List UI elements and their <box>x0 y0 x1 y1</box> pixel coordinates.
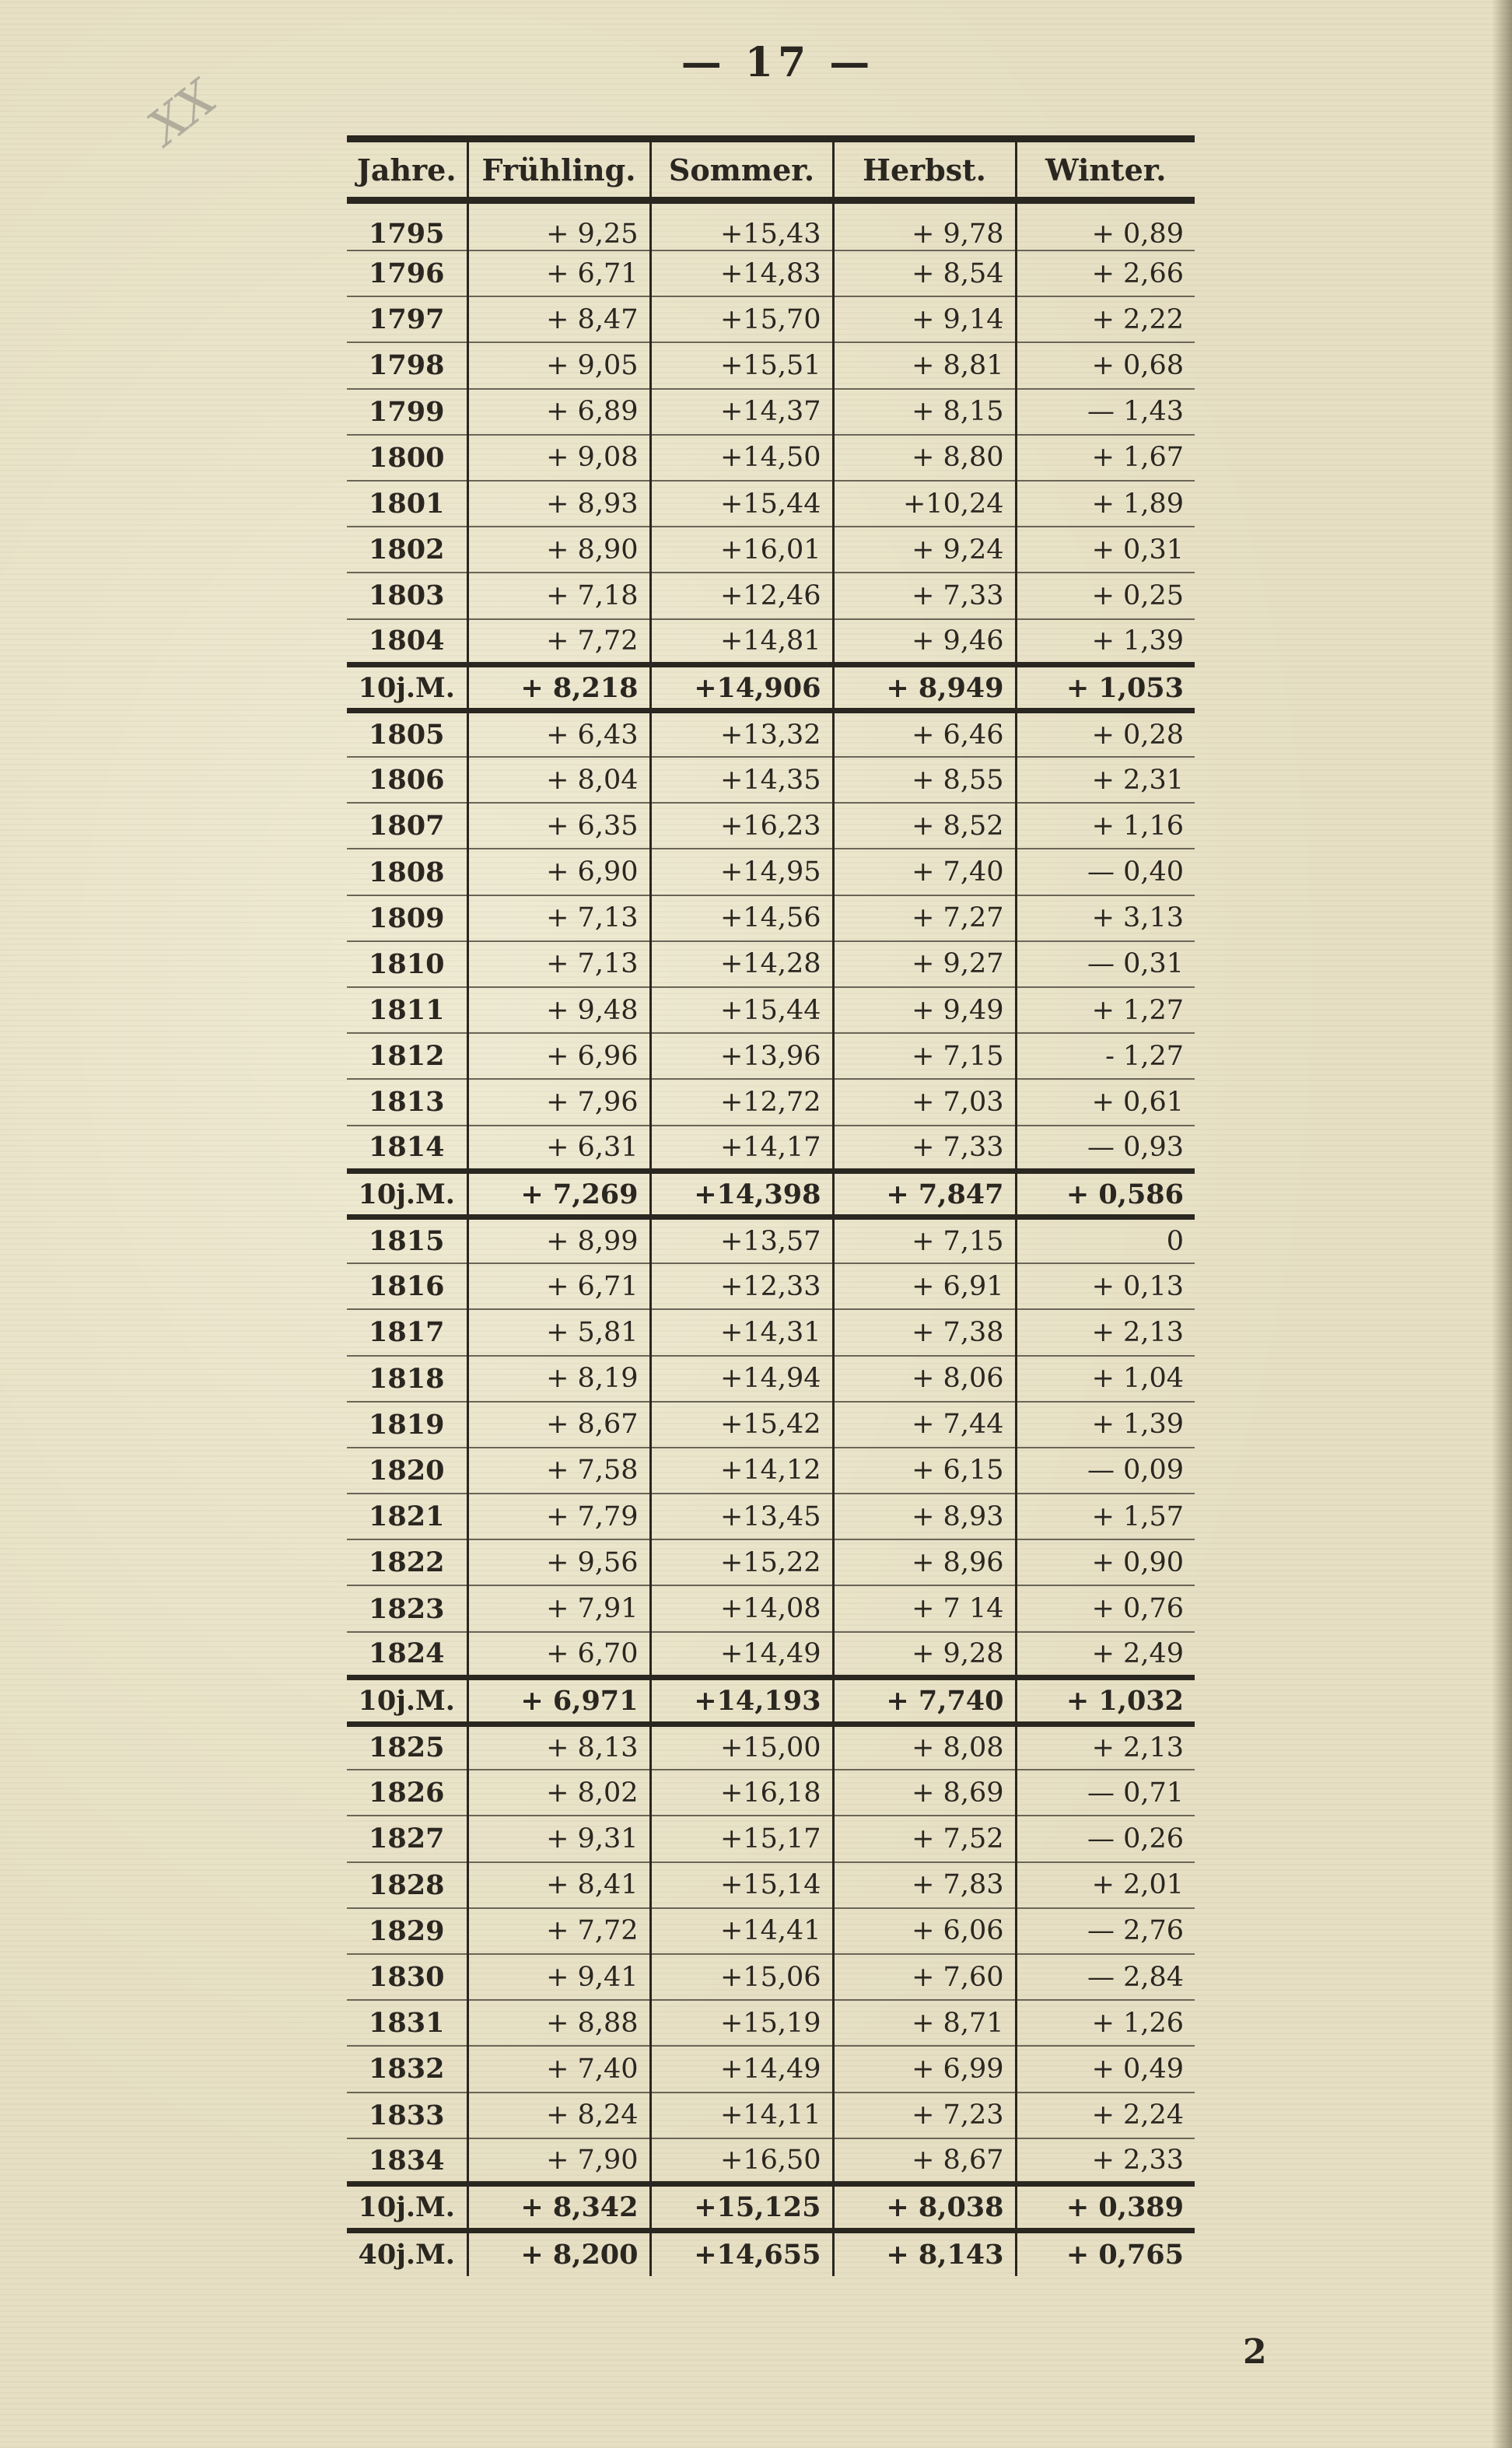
cell-year: 1798 <box>347 342 467 388</box>
cell-winter: + 0,61 <box>1016 1079 1195 1125</box>
cell-spring: + 6,70 <box>467 1632 650 1678</box>
cell-winter: + 1,04 <box>1016 1356 1195 1402</box>
cell-winter: — 2,84 <box>1016 1954 1195 2000</box>
cell-autumn: + 6,15 <box>833 1448 1016 1494</box>
total-mean-row <box>347 2230 1195 2276</box>
cell-year: 1800 <box>347 435 467 481</box>
cell-year: 1833 <box>347 2093 467 2138</box>
cell-year: 1803 <box>347 573 467 618</box>
cell-spring: + 9,41 <box>467 1954 650 2000</box>
cell-summer: +14,906 <box>650 665 833 711</box>
cell-spring: + 6,31 <box>467 1126 650 1171</box>
cell-spring: + 8,88 <box>467 2000 650 2046</box>
cell-year: 1812 <box>347 1033 467 1079</box>
cell-autumn: + 8,15 <box>833 389 1016 435</box>
cell-summer: +15,43 <box>650 201 833 251</box>
cell-year: 1799 <box>347 389 467 435</box>
cell-winter: + 0,90 <box>1016 1539 1195 1585</box>
cell-year: 10j.M. <box>347 1678 467 1724</box>
cell-autumn: + 8,08 <box>833 1724 1016 1770</box>
cell-summer: +14,398 <box>650 1171 833 1217</box>
cell-winter: + 0,25 <box>1016 573 1195 618</box>
table-row <box>347 2138 1195 2184</box>
cell-winter: + 1,39 <box>1016 619 1195 665</box>
cell-spring: + 8,24 <box>467 2093 650 2138</box>
cell-autumn: + 7,23 <box>833 2093 1016 2138</box>
cell-spring: + 6,971 <box>467 1678 650 1724</box>
header-winter: Winter. <box>1016 139 1195 201</box>
cell-summer: +15,00 <box>650 1724 833 1770</box>
cell-autumn: + 7,27 <box>833 895 1016 941</box>
cell-winter: + 0,49 <box>1016 2046 1195 2092</box>
cell-winter: + 2,13 <box>1016 1309 1195 1355</box>
table-row <box>347 1632 1195 1678</box>
cell-spring: + 7,91 <box>467 1585 650 1631</box>
cell-autumn: + 7,38 <box>833 1309 1016 1355</box>
table-row <box>347 1448 1195 1494</box>
cell-summer: +15,17 <box>650 1816 833 1861</box>
decade-mean-row <box>347 1171 1195 1217</box>
page-number: — 17 — <box>681 39 875 86</box>
cell-summer: +14,50 <box>650 435 833 481</box>
table-row <box>347 527 1195 573</box>
cell-spring: + 6,71 <box>467 1263 650 1309</box>
cell-autumn: + 8,69 <box>833 1770 1016 1816</box>
cell-summer: +12,46 <box>650 573 833 618</box>
decade-mean-row <box>347 1678 1195 1724</box>
page-edge-shadow <box>1492 0 1512 2448</box>
cell-summer: +14,49 <box>650 2046 833 2092</box>
cell-year: 1824 <box>347 1632 467 1678</box>
cell-autumn: + 7,44 <box>833 1402 1016 1448</box>
cell-spring: + 8,342 <box>467 2184 650 2230</box>
cell-summer: +14,193 <box>650 1678 833 1724</box>
cell-autumn: + 9,24 <box>833 527 1016 573</box>
cell-spring: + 5,81 <box>467 1309 650 1355</box>
cell-winter: + 0,76 <box>1016 1585 1195 1631</box>
table-row <box>347 1356 1195 1402</box>
cell-winter: — 2,76 <box>1016 1908 1195 1954</box>
cell-spring: + 7,13 <box>467 895 650 941</box>
cell-year: 1820 <box>347 1448 467 1494</box>
header-years: Jahre. <box>356 152 457 187</box>
cell-year: 1805 <box>347 711 467 757</box>
cell-spring: + 7,18 <box>467 573 650 618</box>
cell-summer: +15,06 <box>650 1954 833 2000</box>
cell-summer: +15,51 <box>650 342 833 388</box>
table-header-row <box>347 139 1195 201</box>
cell-summer: +14,41 <box>650 1908 833 1954</box>
cell-year: 1826 <box>347 1770 467 1816</box>
cell-summer: +14,08 <box>650 1585 833 1631</box>
cell-spring: + 6,71 <box>467 250 650 296</box>
cell-autumn: + 9,28 <box>833 1632 1016 1678</box>
cell-year: 1806 <box>347 757 467 803</box>
table-row <box>347 573 1195 618</box>
table-row <box>347 1816 1195 1861</box>
table-row <box>347 2046 1195 2092</box>
cell-autumn: + 9,49 <box>833 987 1016 1033</box>
table-row <box>347 481 1195 527</box>
cell-summer: +14,31 <box>650 1309 833 1355</box>
cell-winter: + 2,66 <box>1016 250 1195 296</box>
cell-summer: +16,01 <box>650 527 833 573</box>
table-body <box>347 201 1195 2277</box>
cell-spring: + 8,41 <box>467 1862 650 1908</box>
cell-winter: — 0,93 <box>1016 1126 1195 1171</box>
cell-summer: +14,37 <box>650 389 833 435</box>
pencil-annotation: XX <box>137 68 227 156</box>
cell-year: 1796 <box>347 250 467 296</box>
cell-year: 1834 <box>347 2138 467 2184</box>
cell-autumn: + 7,40 <box>833 849 1016 895</box>
cell-summer: +14,655 <box>650 2230 833 2276</box>
cell-year: 10j.M. <box>347 1171 467 1217</box>
cell-summer: +14,11 <box>650 2093 833 2138</box>
cell-summer: +15,19 <box>650 2000 833 2046</box>
cell-spring: + 8,218 <box>467 665 650 711</box>
cell-spring: + 8,67 <box>467 1402 650 1448</box>
cell-year: 1816 <box>347 1263 467 1309</box>
cell-autumn: + 8,52 <box>833 803 1016 849</box>
table-row <box>347 1217 1195 1263</box>
cell-summer: +16,18 <box>650 1770 833 1816</box>
cell-spring: + 6,35 <box>467 803 650 849</box>
cell-summer: +12,33 <box>650 1263 833 1309</box>
cell-summer: +14,95 <box>650 849 833 895</box>
cell-spring: + 7,90 <box>467 2138 650 2184</box>
cell-winter: 0 <box>1016 1217 1195 1263</box>
cell-year: 1829 <box>347 1908 467 1954</box>
cell-autumn: + 8,143 <box>833 2230 1016 2276</box>
cell-autumn: + 8,96 <box>833 1539 1016 1585</box>
table-row <box>347 1494 1195 1539</box>
cell-autumn: + 8,93 <box>833 1494 1016 1539</box>
cell-year: 1831 <box>347 2000 467 2046</box>
cell-year: 10j.M. <box>347 2184 467 2230</box>
cell-winter: + 2,49 <box>1016 1632 1195 1678</box>
cell-spring: + 7,72 <box>467 1908 650 1954</box>
cell-autumn: + 8,55 <box>833 757 1016 803</box>
cell-year: 1832 <box>347 2046 467 2092</box>
cell-spring: + 9,25 <box>467 201 650 251</box>
table-row <box>347 619 1195 665</box>
cell-autumn: + 7,60 <box>833 1954 1016 2000</box>
cell-winter: + 0,765 <box>1016 2230 1195 2276</box>
table-row <box>347 389 1195 435</box>
table-row <box>347 296 1195 342</box>
table-row <box>347 1585 1195 1631</box>
cell-spring: + 9,31 <box>467 1816 650 1861</box>
cell-autumn: + 9,14 <box>833 296 1016 342</box>
cell-spring: + 9,56 <box>467 1539 650 1585</box>
table-row <box>347 711 1195 757</box>
cell-winter: + 1,67 <box>1016 435 1195 481</box>
cell-spring: + 9,05 <box>467 342 650 388</box>
cell-year: 1822 <box>347 1539 467 1585</box>
cell-summer: +14,17 <box>650 1126 833 1171</box>
cell-spring: + 6,43 <box>467 711 650 757</box>
cell-spring: + 6,90 <box>467 849 650 895</box>
cell-year: 1795 <box>347 201 467 251</box>
table-row <box>347 1770 1195 1816</box>
cell-winter: + 3,13 <box>1016 895 1195 941</box>
cell-year: 1804 <box>347 619 467 665</box>
cell-summer: +13,57 <box>650 1217 833 1263</box>
cell-year: 1813 <box>347 1079 467 1125</box>
cell-autumn: + 7,03 <box>833 1079 1016 1125</box>
cell-year: 1819 <box>347 1402 467 1448</box>
cell-winter: + 0,13 <box>1016 1263 1195 1309</box>
cell-winter: + 2,24 <box>1016 2093 1195 2138</box>
cell-winter: + 2,33 <box>1016 2138 1195 2184</box>
cell-spring: + 7,79 <box>467 1494 650 1539</box>
cell-spring: + 8,200 <box>467 2230 650 2276</box>
cell-year: 10j.M. <box>347 665 467 711</box>
cell-spring: + 6,89 <box>467 389 650 435</box>
cell-summer: +15,42 <box>650 1402 833 1448</box>
cell-year: 1802 <box>347 527 467 573</box>
cell-summer: +13,32 <box>650 711 833 757</box>
cell-summer: +13,45 <box>650 1494 833 1539</box>
cell-winter: + 1,39 <box>1016 1402 1195 1448</box>
cell-winter: + 1,26 <box>1016 2000 1195 2046</box>
cell-summer: +14,35 <box>650 757 833 803</box>
cell-spring: + 8,04 <box>467 757 650 803</box>
cell-year: 1809 <box>347 895 467 941</box>
cell-autumn: + 7,83 <box>833 1862 1016 1908</box>
table-row <box>347 1402 1195 1448</box>
cell-summer: +14,49 <box>650 1632 833 1678</box>
cell-winter: + 1,27 <box>1016 987 1195 1033</box>
cell-spring: + 7,40 <box>467 2046 650 2092</box>
cell-winter: + 0,586 <box>1016 1171 1195 1217</box>
table-row <box>347 2093 1195 2138</box>
cell-year: 1811 <box>347 987 467 1033</box>
cell-year: 1797 <box>347 296 467 342</box>
cell-year: 40j.M. <box>358 2238 455 2271</box>
cell-spring: + 9,48 <box>467 987 650 1033</box>
cell-summer: +15,22 <box>650 1539 833 1585</box>
cell-spring: + 8,13 <box>467 1724 650 1770</box>
cell-spring: + 7,13 <box>467 941 650 987</box>
cell-summer: +15,44 <box>650 987 833 1033</box>
cell-winter: — 0,40 <box>1016 849 1195 895</box>
cell-winter: + 0,31 <box>1016 527 1195 573</box>
cell-autumn: + 6,99 <box>833 2046 1016 2092</box>
decade-mean-row <box>347 665 1195 711</box>
cell-winter: + 1,89 <box>1016 481 1195 527</box>
cell-autumn: + 8,71 <box>833 2000 1016 2046</box>
cell-winter: + 2,22 <box>1016 296 1195 342</box>
cell-year: 1815 <box>347 1217 467 1263</box>
table-row <box>347 1862 1195 1908</box>
cell-autumn: + 7,52 <box>833 1816 1016 1861</box>
cell-summer: +16,50 <box>650 2138 833 2184</box>
table-row <box>347 435 1195 481</box>
cell-autumn: + 9,46 <box>833 619 1016 665</box>
table-row <box>347 895 1195 941</box>
table-row <box>347 1079 1195 1125</box>
cell-autumn: + 8,80 <box>833 435 1016 481</box>
table-row <box>347 2000 1195 2046</box>
cell-spring: + 9,08 <box>467 435 650 481</box>
temperature-table <box>347 135 1195 2276</box>
cell-year: 1825 <box>347 1724 467 1770</box>
cell-spring: + 8,93 <box>467 481 650 527</box>
cell-winter: + 1,053 <box>1016 665 1195 711</box>
cell-autumn: + 7,33 <box>833 573 1016 618</box>
cell-winter: — 0,09 <box>1016 1448 1195 1494</box>
cell-winter: — 0,26 <box>1016 1816 1195 1861</box>
table-row <box>347 1908 1195 1954</box>
cell-spring: + 7,96 <box>467 1079 650 1125</box>
cell-summer: +15,70 <box>650 296 833 342</box>
cell-winter: - 1,27 <box>1016 1033 1195 1079</box>
cell-spring: + 8,99 <box>467 1217 650 1263</box>
cell-year: 1818 <box>347 1356 467 1402</box>
cell-winter: + 2,01 <box>1016 1862 1195 1908</box>
cell-year: 1828 <box>347 1862 467 1908</box>
table-row <box>347 250 1195 296</box>
cell-autumn: + 8,949 <box>833 665 1016 711</box>
cell-winter: — 0,31 <box>1016 941 1195 987</box>
cell-spring: + 8,90 <box>467 527 650 573</box>
cell-spring: + 8,19 <box>467 1356 650 1402</box>
header-spring: Frühling. <box>467 139 650 201</box>
cell-winter: — 0,71 <box>1016 1770 1195 1816</box>
table-row <box>347 849 1195 895</box>
table-row <box>347 941 1195 987</box>
cell-year: 1823 <box>347 1585 467 1631</box>
cell-winter: + 1,57 <box>1016 1494 1195 1539</box>
cell-winter: + 0,89 <box>1016 201 1195 251</box>
cell-winter: + 1,032 <box>1016 1678 1195 1724</box>
cell-autumn: + 9,27 <box>833 941 1016 987</box>
table-row <box>347 1309 1195 1355</box>
table-row <box>347 1539 1195 1585</box>
table-row <box>347 987 1195 1033</box>
cell-winter: + 2,13 <box>1016 1724 1195 1770</box>
cell-winter: + 2,31 <box>1016 757 1195 803</box>
table-row <box>347 1954 1195 2000</box>
cell-year: 1807 <box>347 803 467 849</box>
cell-autumn: + 6,91 <box>833 1263 1016 1309</box>
cell-autumn: + 7,847 <box>833 1171 1016 1217</box>
cell-winter: + 0,28 <box>1016 711 1195 757</box>
cell-year: 1808 <box>347 849 467 895</box>
cell-summer: +15,125 <box>650 2184 833 2230</box>
table-row <box>347 201 1195 251</box>
signature-mark: 2 <box>1243 2332 1267 2372</box>
cell-summer: +14,28 <box>650 941 833 987</box>
cell-winter: + 0,389 <box>1016 2184 1195 2230</box>
cell-winter: — 1,43 <box>1016 389 1195 435</box>
cell-winter: + 0,68 <box>1016 342 1195 388</box>
cell-autumn: + 6,06 <box>833 1908 1016 1954</box>
cell-summer: +14,81 <box>650 619 833 665</box>
cell-autumn: + 8,06 <box>833 1356 1016 1402</box>
table-row <box>347 1724 1195 1770</box>
cell-year: 1814 <box>347 1126 467 1171</box>
cell-autumn: + 7,15 <box>833 1033 1016 1079</box>
cell-autumn: + 8,67 <box>833 2138 1016 2184</box>
cell-summer: +14,12 <box>650 1448 833 1494</box>
cell-spring: + 8,47 <box>467 296 650 342</box>
cell-spring: + 7,72 <box>467 619 650 665</box>
table-row <box>347 342 1195 388</box>
cell-spring: + 8,02 <box>467 1770 650 1816</box>
cell-autumn: + 7,15 <box>833 1217 1016 1263</box>
cell-year: 1821 <box>347 1494 467 1539</box>
cell-year: 1817 <box>347 1309 467 1355</box>
cell-spring: + 6,96 <box>467 1033 650 1079</box>
header-summer: Sommer. <box>650 139 833 201</box>
cell-year: 1827 <box>347 1816 467 1861</box>
header-autumn: Herbst. <box>833 139 1016 201</box>
cell-summer: +15,44 <box>650 481 833 527</box>
cell-autumn: + 7,740 <box>833 1678 1016 1724</box>
cell-autumn: + 8,54 <box>833 250 1016 296</box>
cell-summer: +13,96 <box>650 1033 833 1079</box>
cell-summer: +16,23 <box>650 803 833 849</box>
cell-year: 1810 <box>347 941 467 987</box>
table-row <box>347 1126 1195 1171</box>
cell-summer: +14,56 <box>650 895 833 941</box>
cell-summer: +15,14 <box>650 1862 833 1908</box>
cell-autumn: + 6,46 <box>833 711 1016 757</box>
cell-spring: + 7,58 <box>467 1448 650 1494</box>
cell-autumn: + 7 14 <box>833 1585 1016 1631</box>
cell-year: 1830 <box>347 1954 467 2000</box>
cell-autumn: + 8,038 <box>833 2184 1016 2230</box>
table-row <box>347 757 1195 803</box>
decade-mean-row <box>347 2184 1195 2230</box>
cell-autumn: +10,24 <box>833 481 1016 527</box>
table-row <box>347 1263 1195 1309</box>
cell-autumn: + 9,78 <box>833 201 1016 251</box>
cell-spring: + 7,269 <box>467 1171 650 1217</box>
table-row <box>347 803 1195 849</box>
cell-winter: + 1,16 <box>1016 803 1195 849</box>
cell-year: 1801 <box>347 481 467 527</box>
cell-summer: +12,72 <box>650 1079 833 1125</box>
cell-autumn: + 7,33 <box>833 1126 1016 1171</box>
cell-autumn: + 8,81 <box>833 342 1016 388</box>
cell-summer: +14,83 <box>650 250 833 296</box>
table-row <box>347 1033 1195 1079</box>
cell-summer: +14,94 <box>650 1356 833 1402</box>
